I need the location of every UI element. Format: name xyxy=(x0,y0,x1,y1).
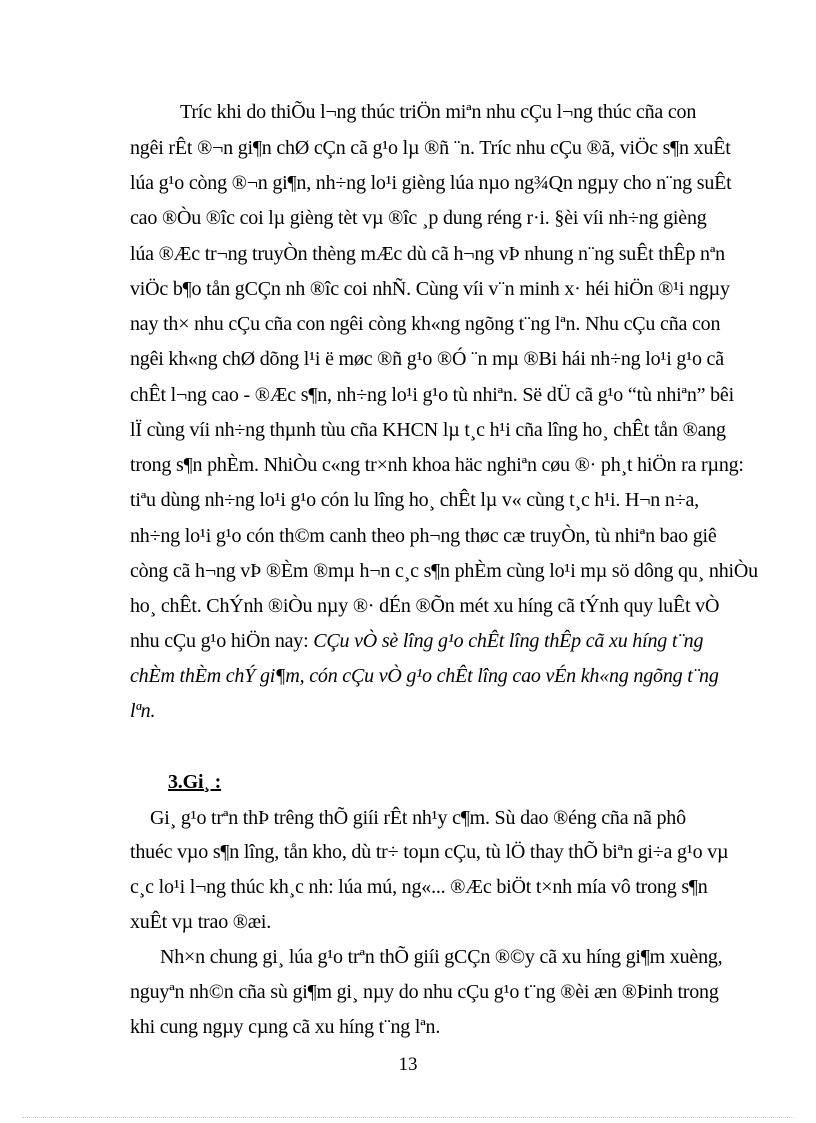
paragraph-text: nhu cÇu g¹o hiÖn nay: xyxy=(130,630,314,652)
paragraph-line: trong s¶n phÈm. NhiÒu c«ng tr×nh khoa häc nghiªn cøu ®· ph¸t hiÖn ra rµng: xyxy=(130,454,744,476)
paragraph-line: khi cung ngµy cµng cã xu híng t¨ng lªn. xyxy=(130,1016,441,1038)
page-number: 13 xyxy=(398,1054,418,1075)
paragraph-line: xuÊt vµ trao ®æi. xyxy=(130,911,272,933)
paragraph-line: ngêi rÊt ®¬n gi¶n chØ cÇn cã g¹o lµ ®ñ ¨n. Tríc nhu cÇu ®ã, viÖc s¶n xuÊt xyxy=(130,137,731,159)
emphasis-line: lªn. xyxy=(130,700,156,722)
paragraph-line: ngêi kh«ng chØ dõng l¹i ë møc ®ñ g¹o ®Ó ¨n mµ ®Bi hái nh÷ng lo¹i g¹o cã xyxy=(130,348,724,370)
paragraph-line: nay th× nhu cÇu cña con ngêi còng kh«ng ngõng t¨ng lªn. Nhu cÇu cña con xyxy=(130,313,721,335)
paragraph-line: Tríc khi do thiÕu l¬ng thúc triÖn miªn nhu cÇu l¬ng thúc cña con xyxy=(180,101,697,123)
paragraph-line: nh÷ng lo¹i g¹o cón th©m canh theo ph¬ng thøc cæ truyÒn, tù nhiªn bao giê xyxy=(130,525,717,547)
paragraph-line: ho¸ chÊt. ChÝnh ®iÒu nµy ®· dÉn ®Õn mét xu híng cã tÝnh quy luÊt vÒ xyxy=(130,595,720,617)
paragraph-line: nguyªn nh©n cña sù gi¶m gi¸ nµy do nhu cÇu g¹o t¨ng ®èi æn ®Þinh trong xyxy=(130,981,719,1003)
paragraph-line: lúa g¹o còng ®¬n gi¶n, nh÷ng lo¹i gièng lúa nµo ng¾Qn ngµy cho n¨ng suÊt xyxy=(130,172,732,194)
paragraph-line: Nh×n chung gi¸ lúa g¹o trªn thÕ giíi gCÇn ®©y cã xu híng gi¶m xuèng, xyxy=(160,946,723,968)
paragraph-line: tiªu dùng nh÷ng lo¹i g¹o cón lu lîng ho¸ chÊt lµ v« cùng t¸c h¹i. H¬n n÷a, xyxy=(130,489,699,511)
emphasis-text: CÇu vÒ sè lîng g¹o chÊt lîng thÊp cã xu híng t¨ng xyxy=(313,630,704,652)
paragraph-line: c¸c lo¹i l¬ng thúc kh¸c nh: lúa mú, ng«... ®Æc biÖt t×nh mía vô trong s¶n xyxy=(130,876,708,898)
paragraph-line: còng cã h¬ng vÞ ®Èm ®mµ h¬n c¸c s¶n phÈm cùng lo¹i mµ sö dông qu¸ nhiÒu xyxy=(130,560,758,582)
paragraph-line: lÏ cùng víi nh÷ng thµnh tùu cña KHCN lµ t¸c h¹i cña lîng ho¸ chÊt tån ®ang xyxy=(130,419,726,441)
paragraph-line: chÊt l¬ng cao - ®Æc s¶n, nh÷ng lo¹i g¹o tù nhiªn. Së dÜ cã g¹o “tù nhiªn” bêi xyxy=(130,384,734,406)
paragraph-line: lúa ®Æc tr¬ng truyÒn thèng mÆc dù cã h¬ng vÞ nhung n¨ng suÊt thÊp nªn xyxy=(130,243,725,265)
paragraph-line: thuéc vµo s¶n lîng, tån kho, dù tr÷ toµn cÇu, tù lÖ thay thÕ biªn gi÷a g¹o vµ xyxy=(130,841,729,863)
page-bottom-divider xyxy=(22,1117,794,1118)
paragraph-line xyxy=(130,629,703,653)
paragraph-line: viÖc b¶o tån gCÇn nh ®îc coi nhÑ. Cùng víi v¨n minh x· héi hiÖn ®¹i ngµy xyxy=(130,278,730,300)
emphasis-line: chÈm thÈm chÝ gi¶m, cón cÇu vÒ g¹o chÊt lîng cao vÉn kh«ng ngõng t¨ng xyxy=(130,665,719,687)
paragraph-line: Gi¸ g¹o trªn thÞ trêng thÕ giíi rÊt nh¹y c¶m. Sù dao ®éng cña nã phô xyxy=(150,807,686,829)
section-heading: 3.Gi¸ : xyxy=(168,771,222,793)
paragraph-line: cao ®Òu ®îc coi lµ gièng tèt vµ ®îc ¸p dung réng r·i. §èi víi nh÷ng gièng xyxy=(130,207,707,229)
